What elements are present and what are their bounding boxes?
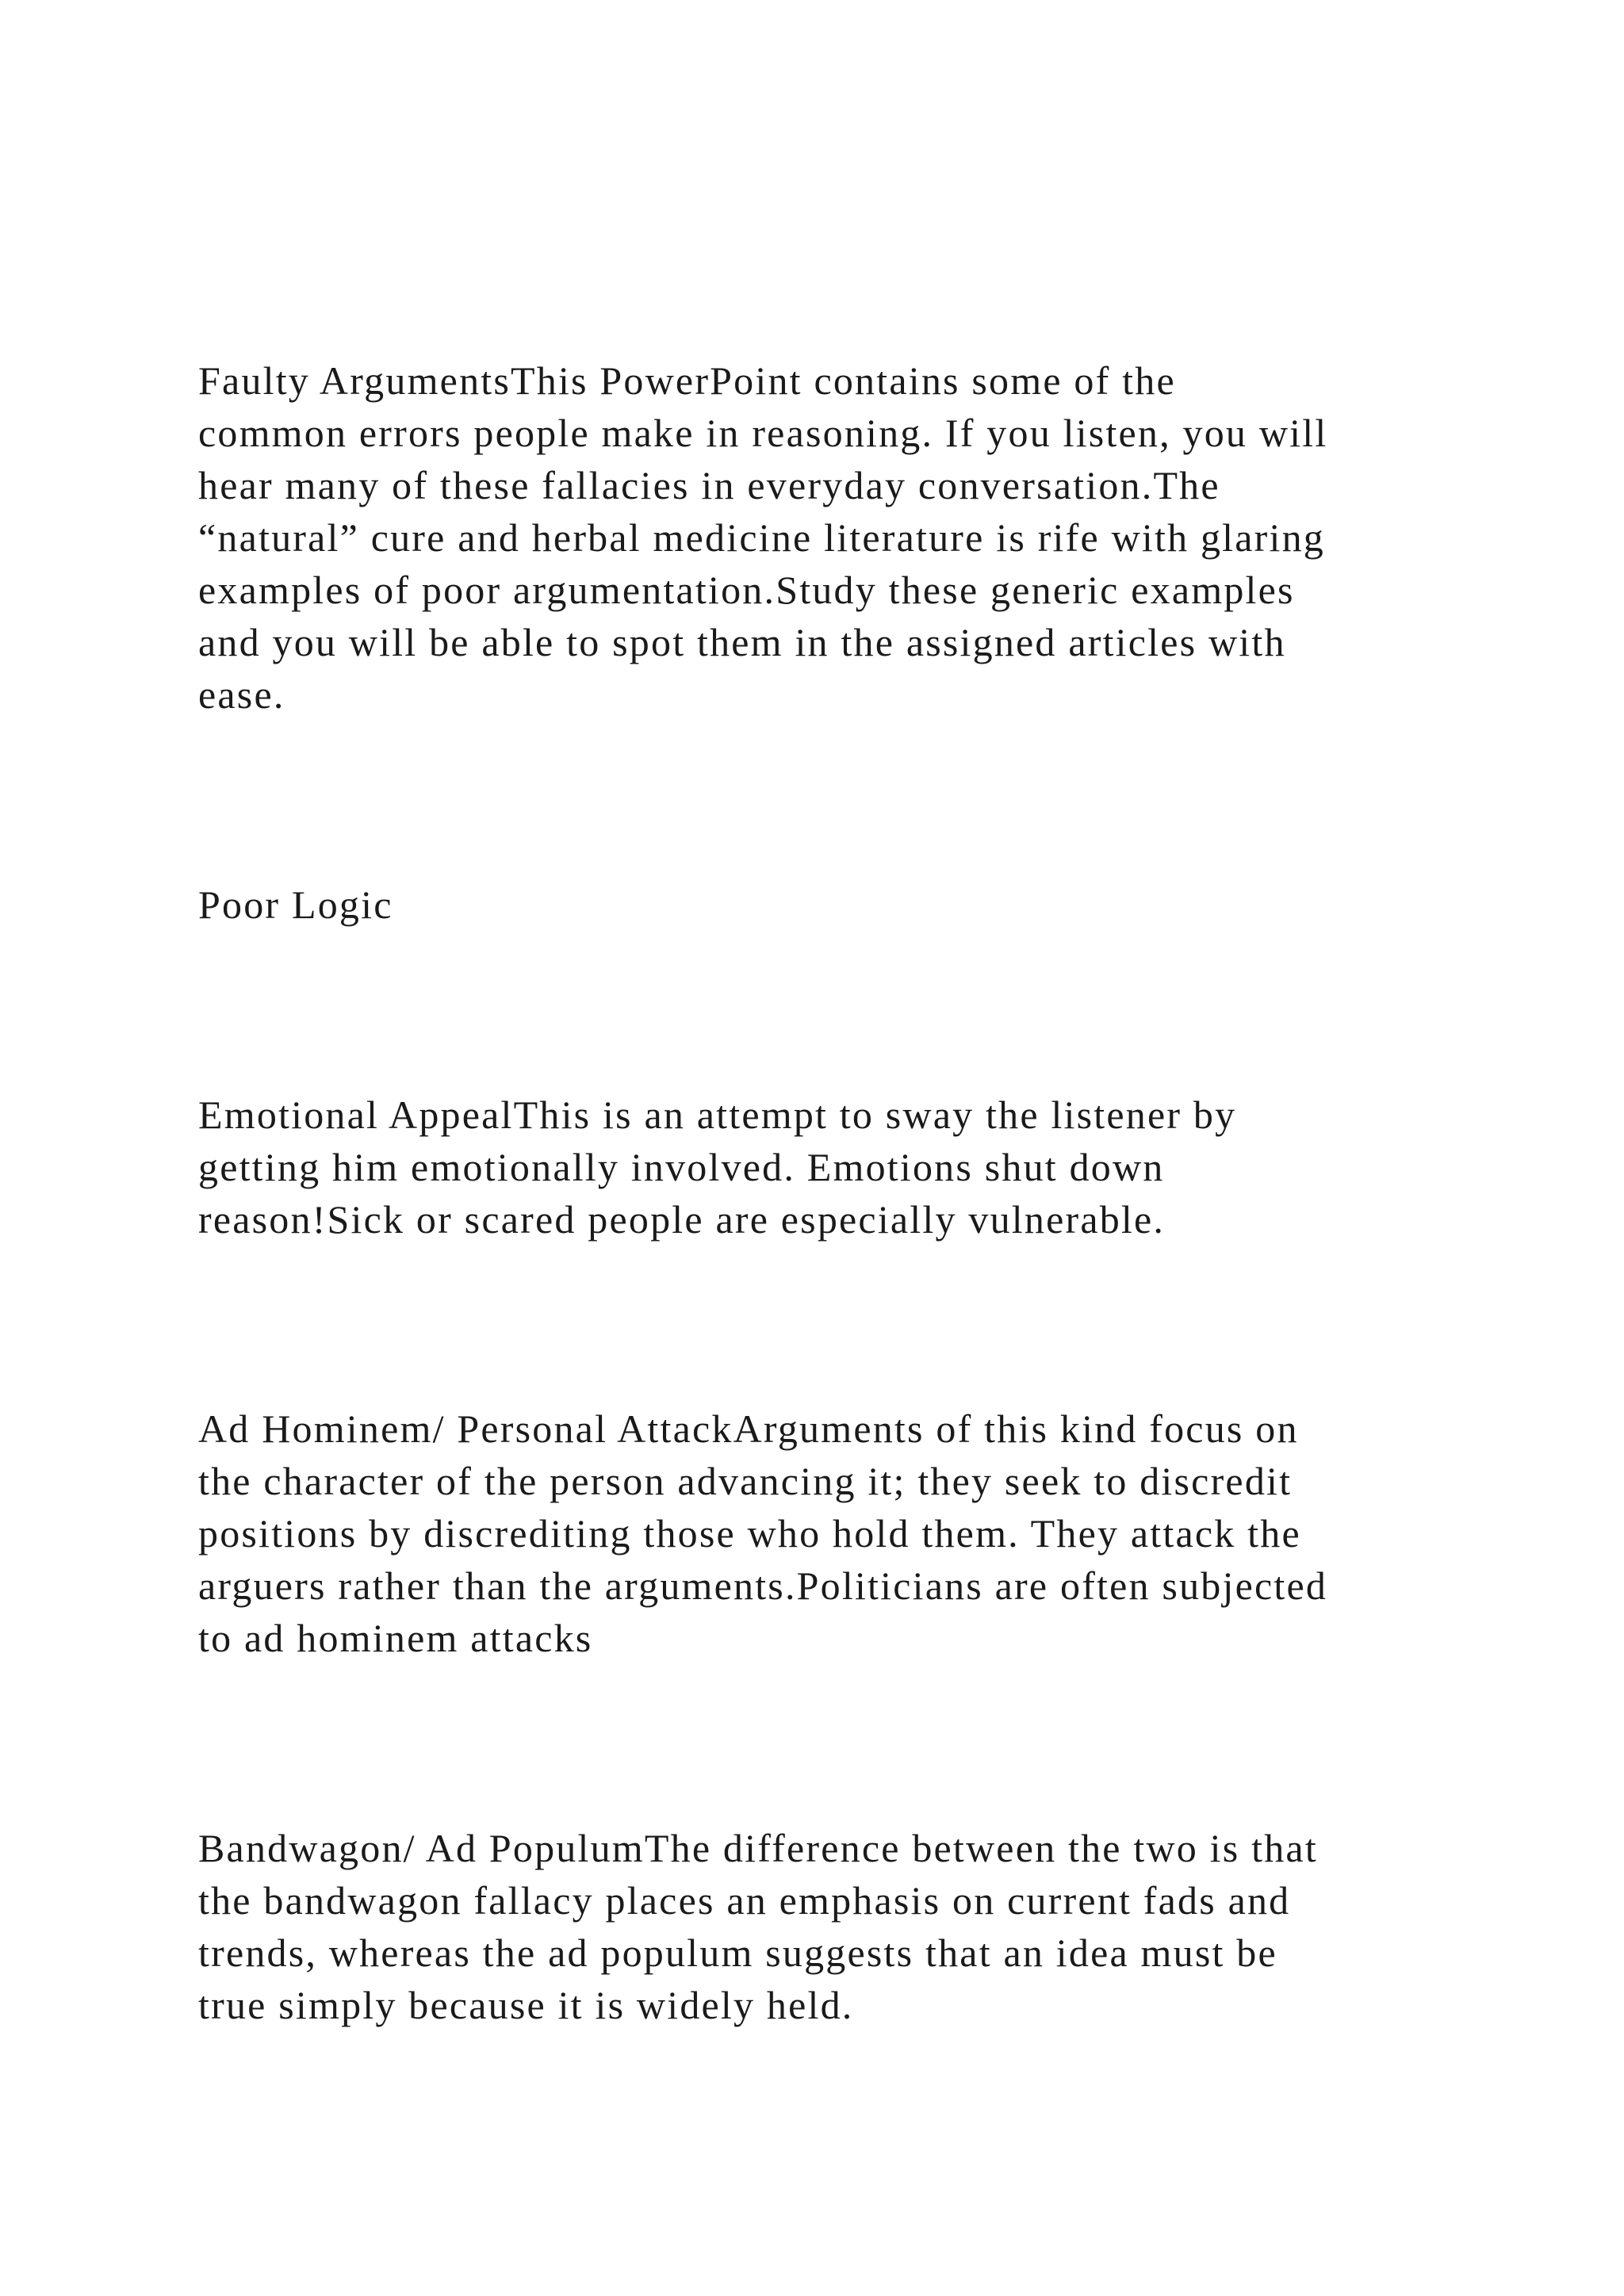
text-line: “natural” cure and herbal medicine literature is rife with glaring — [198, 515, 1326, 560]
text-line: Bandwagon/ Ad PopulumThe difference between the two is that — [198, 1826, 1318, 1870]
text-line: Emotional AppealThis is an attempt to sway the listener by — [198, 1093, 1237, 1137]
text-line: positions by discrediting those who hold them. They attack the — [198, 1511, 1301, 1556]
text-line: the character of the person advancing it; they seek to discredit — [198, 1459, 1293, 1503]
text-line: trends, whereas the ad populum suggests that an idea must be — [198, 1931, 1277, 1975]
text-line: hear many of these fallacies in everyday conversation.The — [198, 463, 1220, 507]
text-line: getting him emotionally involved. Emotions shut down — [198, 1145, 1165, 1189]
text-line: true simply because it is widely held. — [198, 1983, 854, 2027]
text-line: Faulty ArgumentsThis PowerPoint contains some of the — [198, 358, 1176, 403]
text-line: Ad Hominem/ Personal AttackArguments of this kind focus on — [198, 1406, 1299, 1451]
text-line: the bandwagon fallacy places an emphasis on current fads and — [198, 1878, 1291, 1923]
text-line: and you will be able to spot them in the assigned articles with — [198, 620, 1286, 664]
text-line: arguers rather than the arguments.Politicians are often subjected — [198, 1563, 1328, 1608]
text-line: examples of poor argumentation.Study these generic examples — [198, 568, 1295, 612]
text-line: common errors people make in reasoning. If you listen, you will — [198, 411, 1328, 455]
text-line: ease. — [198, 672, 285, 717]
text-line: to ad hominem attacks — [198, 1616, 593, 1660]
section-heading: Poor Logic — [198, 882, 393, 927]
text-line: reason!Sick or scared people are especially vulnerable. — [198, 1197, 1166, 1242]
